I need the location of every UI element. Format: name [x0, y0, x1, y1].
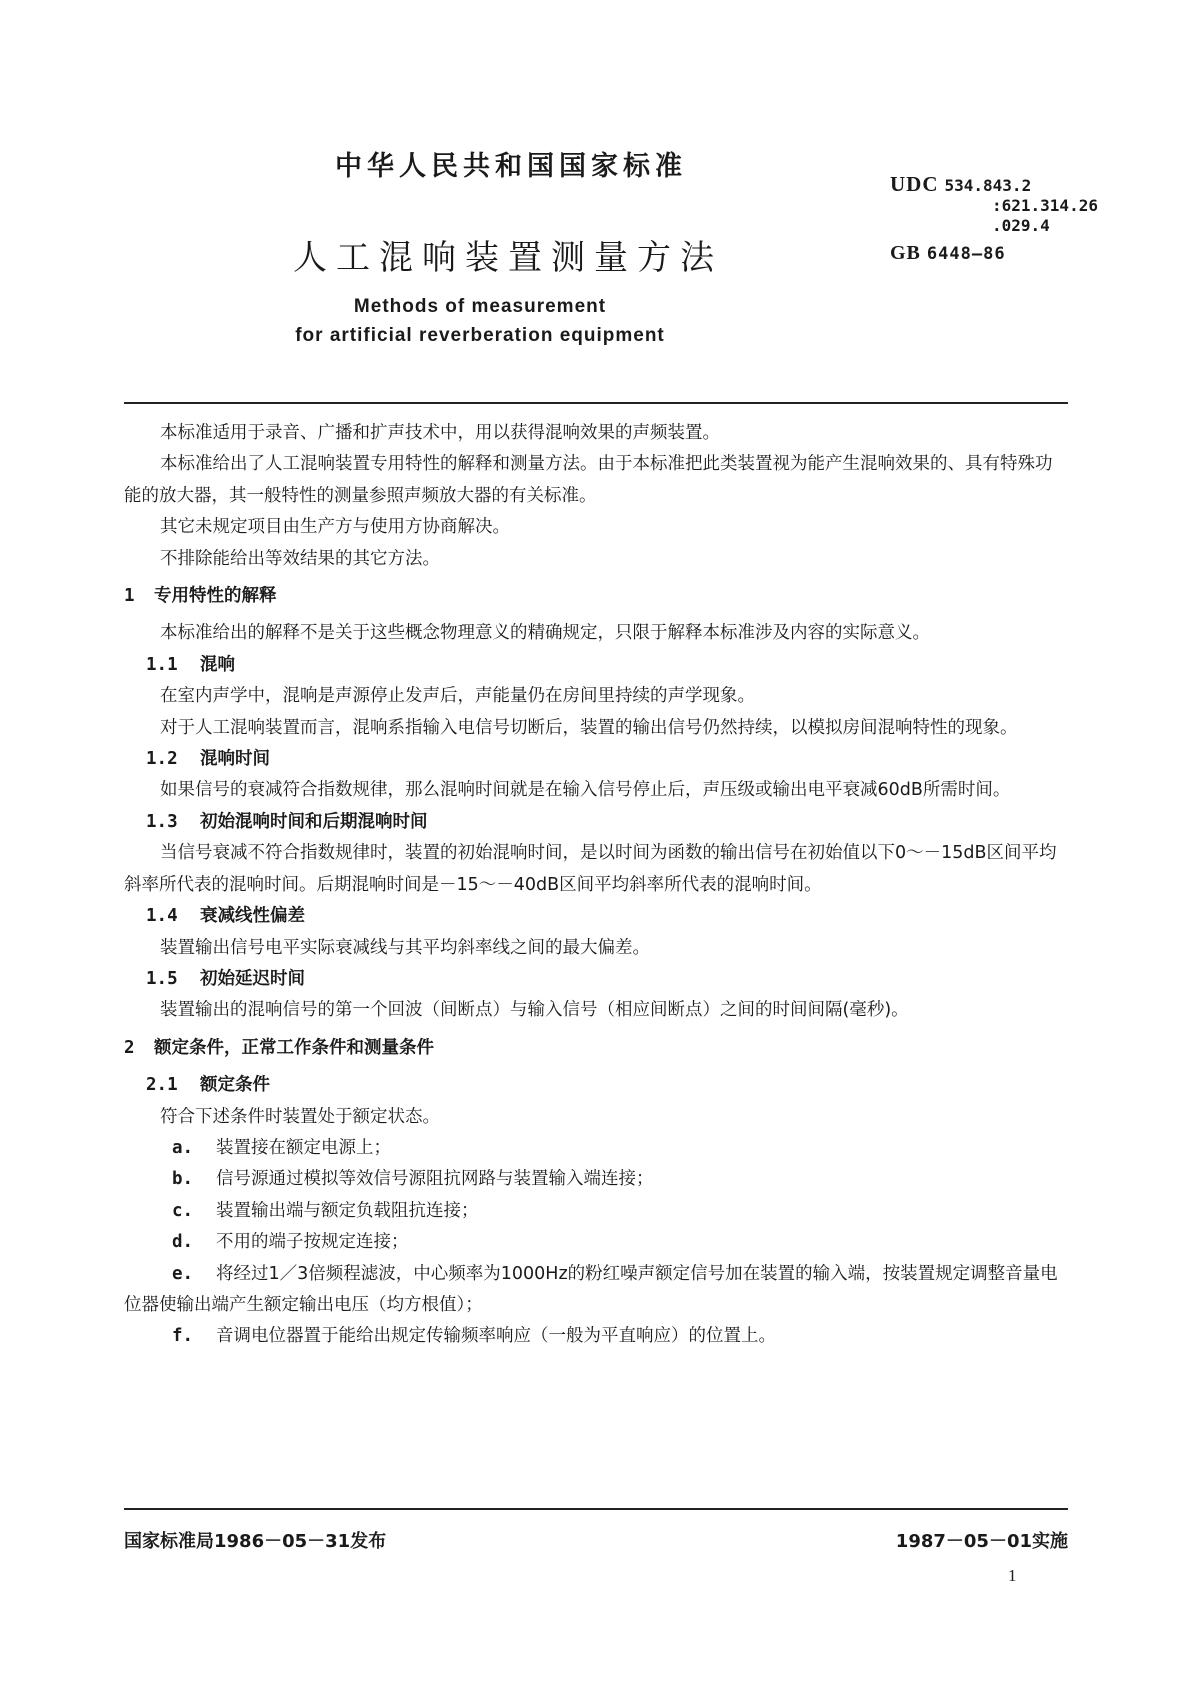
list-item-text: 装置输出端与额定负载阻抗连接； — [216, 1200, 479, 1221]
list-item-a — [124, 1133, 1068, 1164]
section-1-number: 1 — [124, 586, 135, 607]
section-2-title: 额定条件，正常工作条件和测量条件 — [154, 1037, 434, 1058]
list-item-text: 音调电位器置于能给出规定传输频率响应（一般为平直响应）的位置上。 — [216, 1326, 776, 1347]
header-divider — [124, 402, 1068, 404]
section-1-paragraph: 本标准给出的解释不是关于这些概念物理意义的精确规定，只限于解释本标准涉及内容的实际意义。 — [160, 623, 930, 644]
section-1-5-heading — [124, 964, 1068, 995]
section-1-3-title: 初始混响时间和后期混响时间 — [200, 811, 428, 832]
list-item-text: 不用的端子按规定连接； — [216, 1232, 409, 1253]
section-2-number: 2 — [124, 1037, 135, 1058]
list-item-c — [124, 1196, 1068, 1227]
list-item-d — [124, 1227, 1068, 1258]
list-item-label: a. — [172, 1137, 194, 1158]
list-item-e — [124, 1259, 1068, 1322]
section-1-1-heading — [124, 650, 1068, 681]
list-item-f — [124, 1321, 1068, 1352]
section-1-3-paragraph: 当信号衰减不符合指数规律时，装置的初始混响时间，是以时间为函数的输出信号在初始值以下0～－15dB区间平均斜率所代表的混响时间。后期混响时间是－15～－40dB区间平均斜率所代表的混响时间。 — [124, 843, 1057, 895]
document-title-en-line2: for artificial reverberation equipment — [295, 325, 665, 346]
section-1-4-number: 1.4 — [146, 906, 178, 927]
footer-divider — [124, 1508, 1068, 1510]
section-2-1-title: 额定条件 — [200, 1075, 270, 1096]
section-1-title: 专用特性的解释 — [154, 586, 277, 607]
document-title-cn: 人工混响装置测量方法 — [293, 238, 723, 278]
document-body — [124, 418, 1068, 1353]
section-1-4-heading — [124, 901, 1068, 932]
section-1-4-paragraph: 装置输出信号电平实际衰减线与其平均斜率线之间的最大偏差。 — [160, 937, 650, 958]
gb-label: GB — [890, 242, 921, 264]
intro-paragraph-3: 其它未规定项目由生产方与使用方协商解决。 — [160, 517, 510, 538]
list-item-label: b. — [172, 1169, 194, 1190]
section-1-1-title: 混响 — [200, 654, 235, 675]
section-1-2-paragraph: 如果信号的衰减符合指数规律，那么混响时间就是在输入信号停止后，声压级或输出电平衰减60dB所需时间。 — [160, 780, 1011, 801]
list-item-b — [124, 1164, 1068, 1195]
udc-code-line1: 534.843.2 — [944, 176, 1032, 195]
effective-date: 1987－05－01实施 — [895, 1531, 1068, 1552]
issue-date: 国家标准局1986－05－31发布 — [124, 1531, 387, 1552]
section-2-1-heading — [124, 1070, 1068, 1101]
udc-code-line3: .029.4 — [992, 216, 1050, 235]
section-1-1-number: 1.1 — [146, 654, 178, 675]
section-1-2-heading — [124, 744, 1068, 775]
list-item-text: 信号源通过模拟等效信号源阻抗网路与装置输入端连接； — [216, 1169, 654, 1190]
section-1-1-paragraph-1: 在室内声学中，混响是声源停止发声后，声能量仍在房间里持续的声学现象。 — [160, 686, 755, 707]
section-1-2-title: 混响时间 — [200, 749, 270, 770]
list-item-text: 将经过1／3倍频程滤波，中心频率为1000Hz的粉红噪声额定信号加在装置的输入端，按装置规定调整音量电位器使输出端产生额定输出电压（均方根值）； — [124, 1263, 1058, 1315]
section-1-heading — [124, 581, 1068, 612]
list-item-label: f. — [172, 1326, 194, 1347]
section-1-5-paragraph: 装置输出的混响信号的第一个回波（间断点）与输入信号（相应间断点）之间的时间间隔(毫秒)。 — [160, 1000, 909, 1021]
udc-classification — [890, 172, 1031, 197]
section-2-1-paragraph: 符合下述条件时装置处于额定状态。 — [160, 1106, 440, 1127]
intro-paragraph-2: 本标准给出了人工混响装置专用特性的解释和测量方法。由于本标准把此类装置视为能产生混响效果的、具有特殊功能的放大器，其一般特性的测量参照声频放大器的有关标准。 — [124, 454, 1053, 506]
section-2-1-number: 2.1 — [146, 1075, 178, 1096]
section-2-heading — [124, 1033, 1068, 1064]
udc-code-line2: :621.314.26 — [992, 196, 1098, 215]
section-1-3-heading — [124, 807, 1068, 838]
section-1-3-number: 1.3 — [146, 811, 178, 832]
section-1-2-number: 1.2 — [146, 749, 178, 770]
list-item-label: e. — [172, 1263, 194, 1284]
list-item-label: d. — [172, 1232, 194, 1253]
section-1-1-paragraph-2: 对于人工混响装置而言，混响系指输入电信号切断后，装置的输出信号仍然持续，以模拟房间混响特性的现象。 — [160, 717, 1018, 738]
document-title-en-line1: Methods of measurement — [353, 296, 607, 317]
intro-paragraph-1: 本标准适用于录音、广播和扩声技术中，用以获得混响效果的声频装置。 — [160, 423, 720, 443]
intro-paragraph-4: 不排除能给出等效结果的其它方法。 — [160, 548, 440, 569]
list-item-text: 装置接在额定电源上； — [216, 1137, 391, 1158]
section-1-5-title: 初始延迟时间 — [200, 968, 305, 989]
gb-code: 6448—86 — [926, 244, 1006, 264]
gb-standard-number — [890, 242, 1006, 265]
page-number: 1 — [1008, 1566, 1017, 1585]
national-standard-heading: 中华人民共和国国家标准 — [335, 151, 687, 182]
section-1-5-number: 1.5 — [146, 968, 178, 989]
list-item-label: c. — [172, 1200, 194, 1221]
section-1-4-title: 衰减线性偏差 — [200, 906, 305, 927]
udc-label: UDC — [890, 172, 939, 196]
